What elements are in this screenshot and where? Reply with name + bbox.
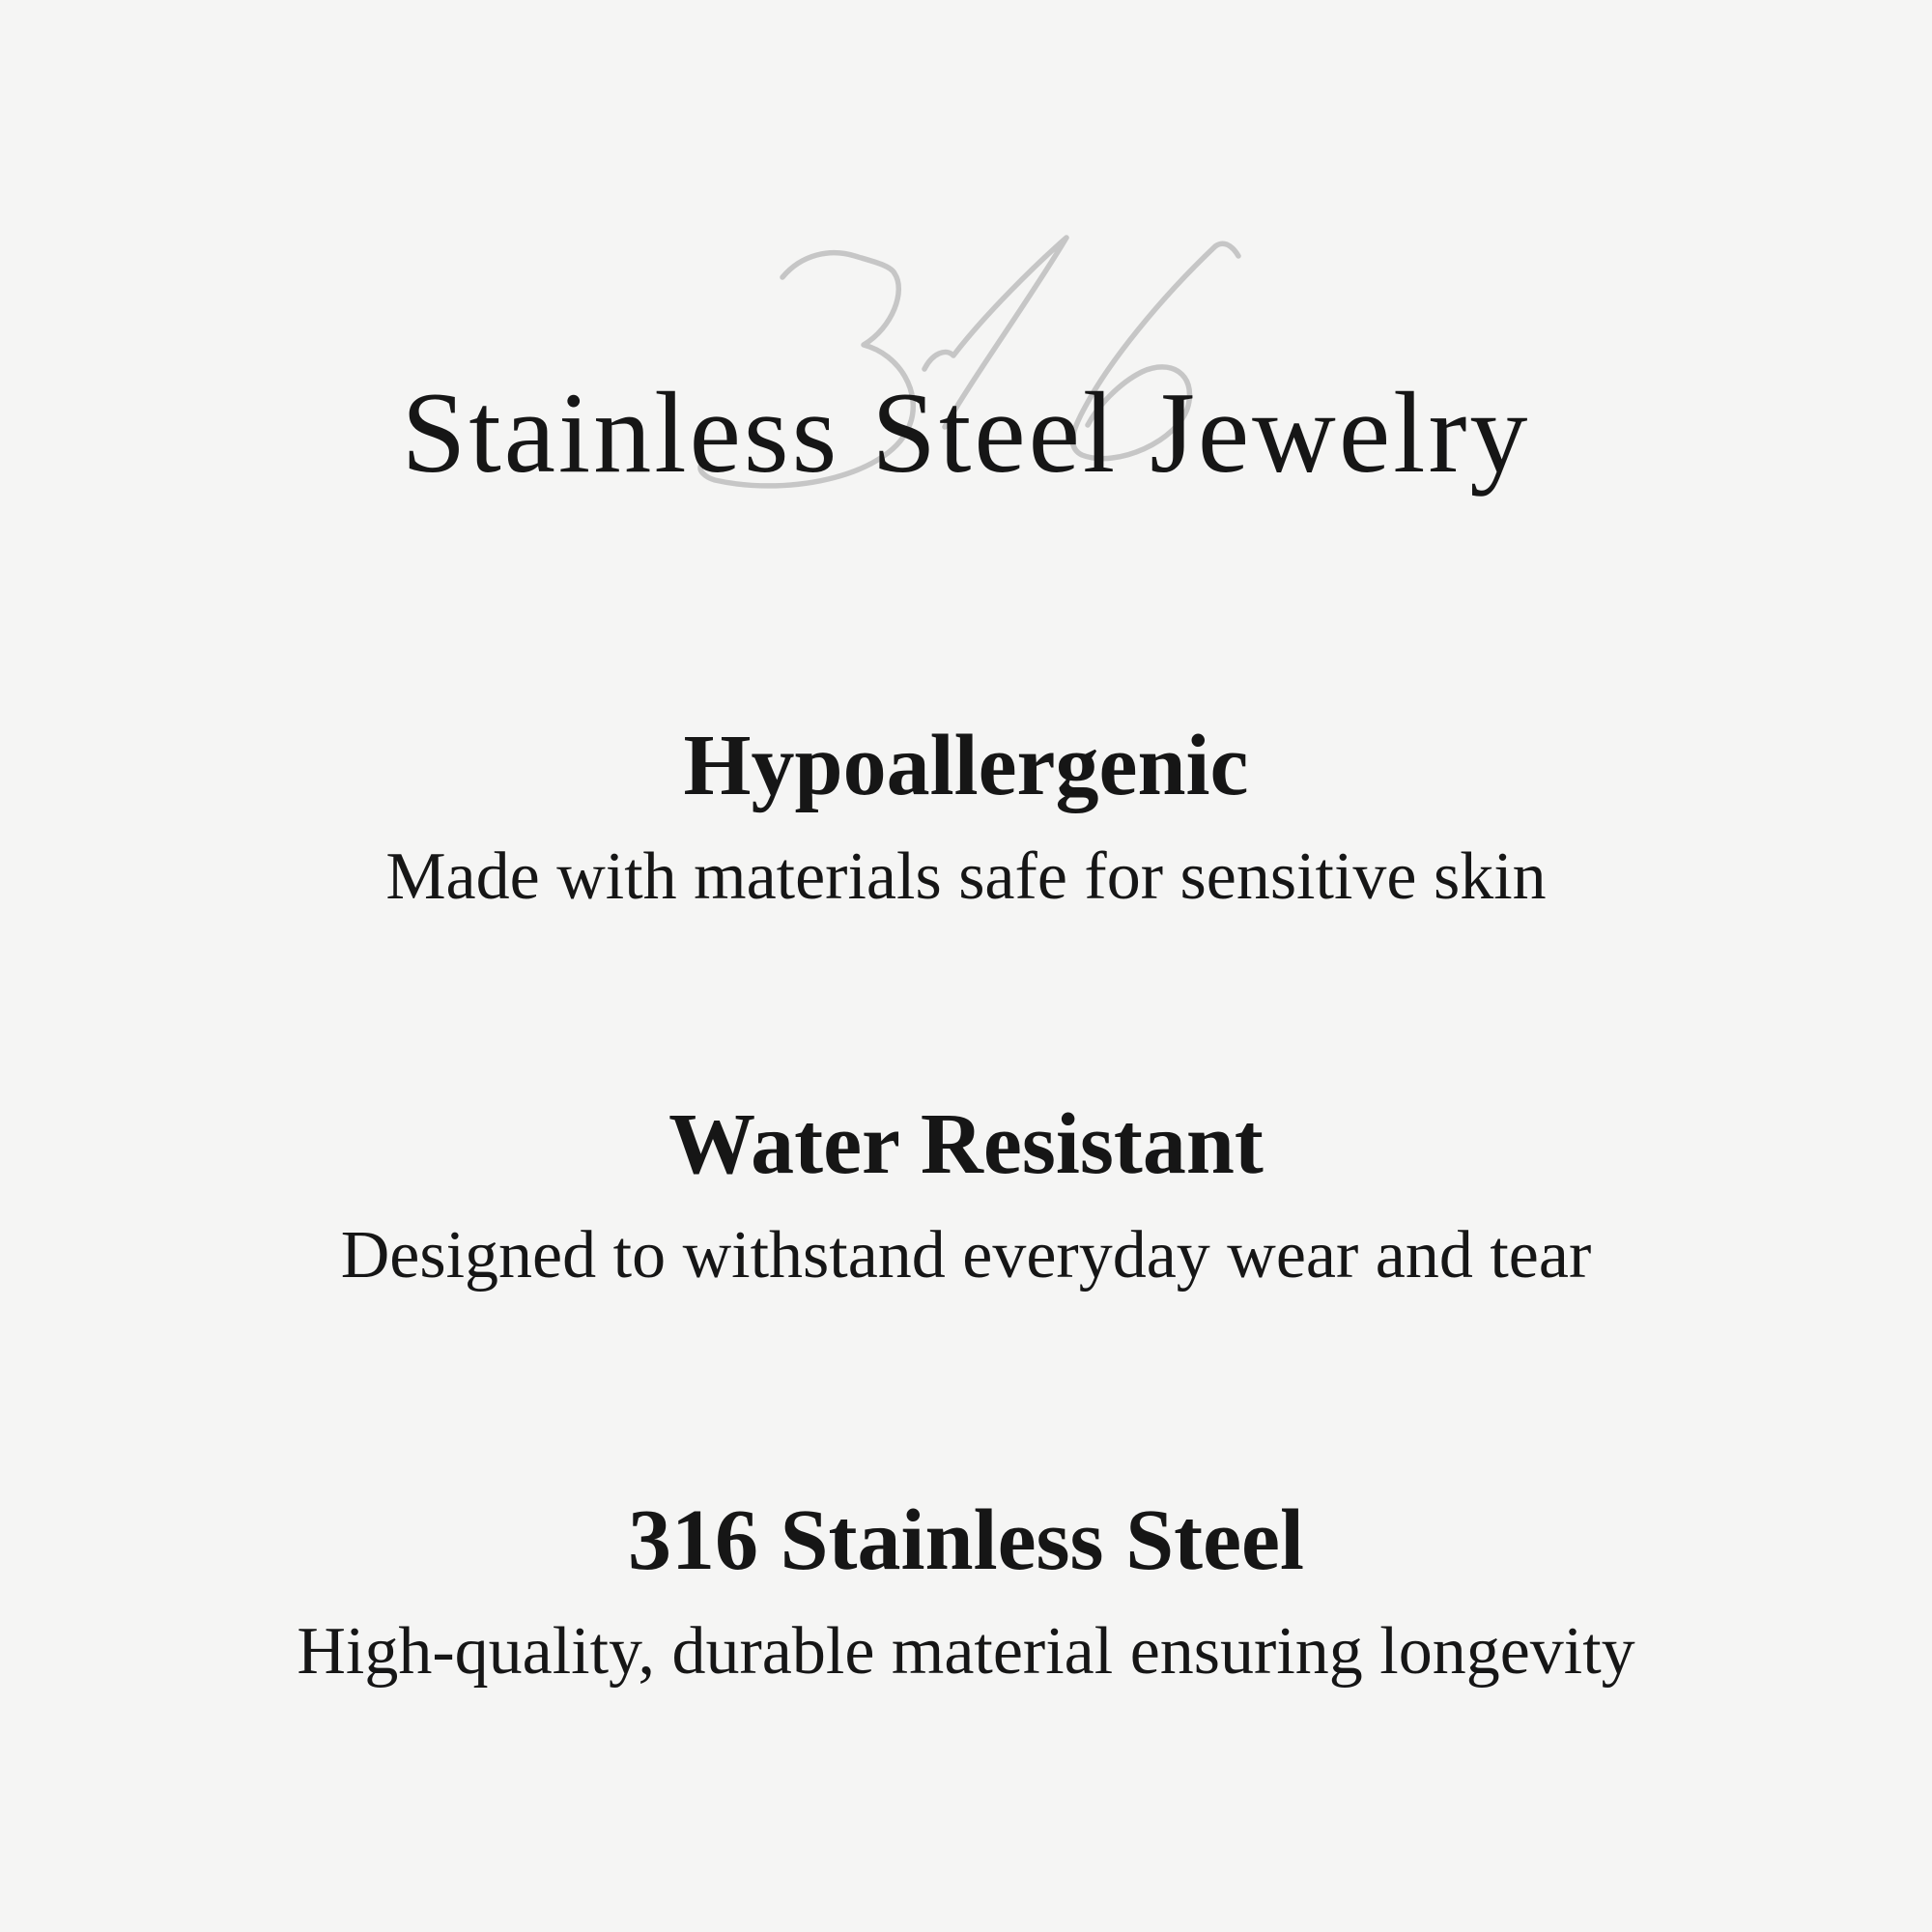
feature-description: High-quality, durable material ensuring longevity [297, 1614, 1635, 1689]
feature-description: Designed to withstand everyday wear and tear [340, 1218, 1592, 1293]
page-title: Stainless Steel Jewelry [401, 368, 1531, 497]
feature-section-316-stainless-steel [0, 1489, 1932, 1692]
feature-heading: Water Resistant [668, 1096, 1264, 1192]
feature-heading: Hypoallergenic [683, 718, 1249, 813]
feature-section-hypoallergenic [0, 714, 1932, 918]
feature-heading: 316 Stainless Steel [627, 1492, 1304, 1588]
feature-description: Made with materials safe for sensitive skin [385, 839, 1547, 914]
feature-section-water-resistant [0, 1093, 1932, 1296]
